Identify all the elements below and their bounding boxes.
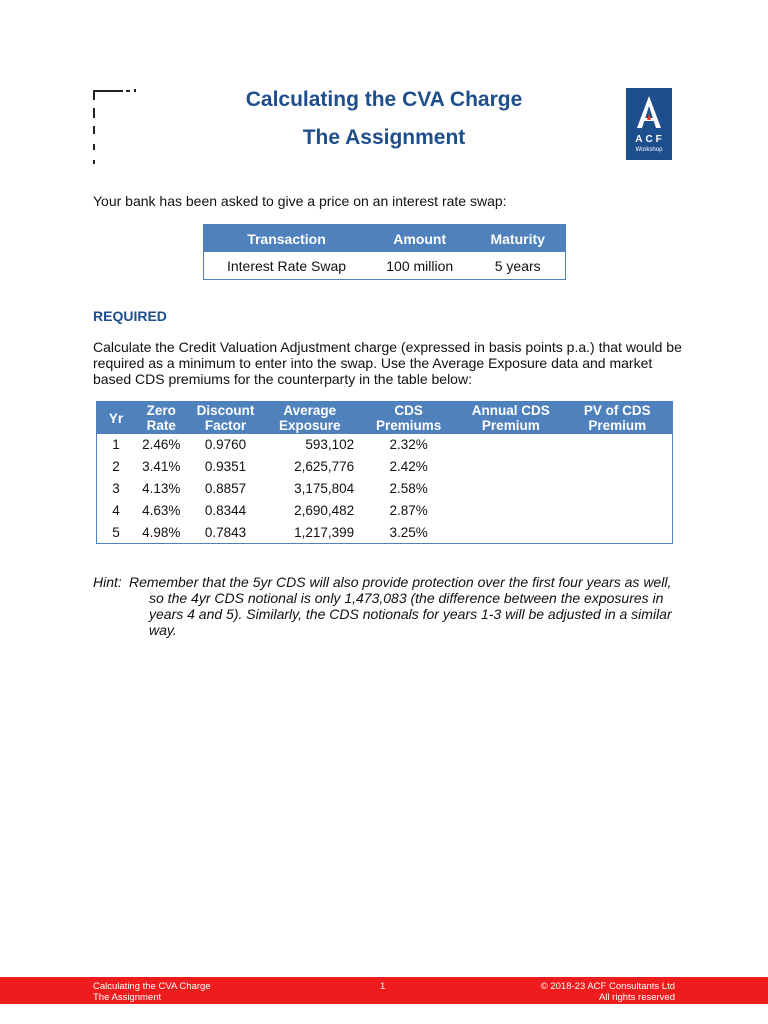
cell-cds-premium: 2.42% [389,459,428,475]
cell-annual-cds-premium [459,456,562,478]
header-zero-rate [135,402,188,435]
cell-cds-premium: 2.58% [389,480,428,496]
cell-average-exposure: 2,690,482 [294,502,355,518]
cell-yr: 5 [112,524,120,540]
hint-text-rest: so the 4yr CDS notional is only 1,473,083 (the difference between the exposures in years 4 and 5). Similarly, the CDS notionals for years 1-3 will be adjusted in a similar way. [149,590,672,638]
cell-zero-rate: 4.63% [142,502,181,518]
cell-discount-factor: 0.8857 [204,480,247,496]
hint-body [129,574,693,638]
header-label-line1: PV of CDS [583,403,651,418]
footer-copyright: © 2018-23 ACF Consultants Ltd [540,981,675,992]
header-annual-cds-premium [459,402,562,435]
cell-discount-factor: 0.9351 [204,459,247,475]
page-title: Calculating the CVA Charge [245,88,523,111]
cell-zero-rate: 4.98% [142,524,181,540]
table-row [97,434,673,456]
header-label-line1: Average [283,403,337,418]
header-average-exposure [263,402,358,435]
header-pv-cds-premium [562,402,672,435]
cell-average-exposure: 593,102 [305,437,355,453]
cell-cds-premium: 2.87% [389,502,428,518]
header-transaction: Transaction [204,225,370,253]
header-label-line2: Rate [146,418,176,433]
header-label-line1: Annual CDS [471,403,550,418]
cell-zero-rate: 3.41% [142,459,181,475]
data-header-row [97,402,673,435]
cell-pv-cds-premium [562,456,672,478]
footer-rights: All rights reserved [598,992,675,1003]
header-label-line1: Zero [146,403,176,418]
acf-logo [626,88,672,160]
required-text: Calculate the Credit Valuation Adjustment charge (expressed in basis points p.a.) that would be required as a minimum to enter into the swap. Use the Average Exposure data and market based CDS premiums for the counterparty in the table below: [93,339,682,387]
cell-cds-premium: 2.32% [389,437,428,453]
page-footer [0,977,768,1004]
logo-text: ACF [635,134,665,145]
cell-yr: 1 [112,437,120,453]
table-row [97,521,673,543]
table-row [97,499,673,521]
header-label-line2: Premiums [376,418,442,433]
cell-average-exposure: 3,175,804 [294,480,355,496]
cell-zero-rate: 4.13% [142,480,181,496]
transaction-header-row [204,225,566,253]
cell-discount-factor: 0.9760 [204,437,247,453]
cell-annual-cds-premium [459,499,562,521]
header-label-line2: Premium [481,418,540,433]
cell-yr: 4 [112,502,120,518]
hint-label: Hint: [93,574,122,590]
header-yr [97,402,135,435]
table-row [97,456,673,478]
cell-yr: 2 [112,459,120,475]
cell-maturity: 5 years [494,257,541,274]
header-amount: Amount [369,225,470,253]
table-row [97,478,673,500]
required-heading: REQUIRED [93,308,167,324]
table-row [204,252,566,280]
page-subtitle: The Assignment [302,126,466,149]
cell-cds-premium: 3.25% [389,524,428,540]
logo-a-icon [634,94,664,132]
cell-amount: 100 million [386,257,454,274]
header-label-line1: Discount [196,403,255,418]
cell-annual-cds-premium [459,478,562,500]
cell-discount-factor: 0.8344 [204,502,247,518]
header-cds-premiums [358,402,459,435]
header-yr-label: Yr [108,410,124,426]
transaction-table [203,224,566,280]
header-label-line2: Factor [204,418,247,433]
footer-subtitle: The Assignment [93,992,162,1003]
page-number: 1 [380,981,386,992]
header-label-line2: Premium [588,418,647,433]
footer-right [541,981,675,1003]
cell-annual-cds-premium [459,521,562,543]
cell-pv-cds-premium [562,521,672,543]
cell-annual-cds-premium [459,434,562,456]
cell-average-exposure: 1,217,399 [294,524,355,540]
logo-subtext: Workshop [635,147,663,153]
cell-discount-factor: 0.7843 [204,524,247,540]
cell-pv-cds-premium [562,499,672,521]
header-maturity: Maturity [470,225,565,253]
cell-average-exposure: 2,625,776 [294,459,355,475]
cell-zero-rate: 2.46% [142,437,181,453]
intro-text: Your bank has been asked to give a price on an interest rate swap: [93,193,507,209]
footer-title: Calculating the CVA Charge [93,981,211,992]
hint-text-line1: Remember that the 5yr CDS will also provide protection over the first four years as well, [129,574,672,590]
exposure-data-table [96,401,673,544]
cell-yr: 3 [112,480,120,496]
header-label-line1: CDS [394,403,423,418]
header-label-line2: Exposure [278,418,341,433]
footer-left [93,981,211,1003]
header-discount-factor [188,402,264,435]
cell-transaction: Interest Rate Swap [226,257,347,274]
cell-pv-cds-premium [562,434,672,456]
cell-pv-cds-premium [562,478,672,500]
hint-block [93,574,693,638]
